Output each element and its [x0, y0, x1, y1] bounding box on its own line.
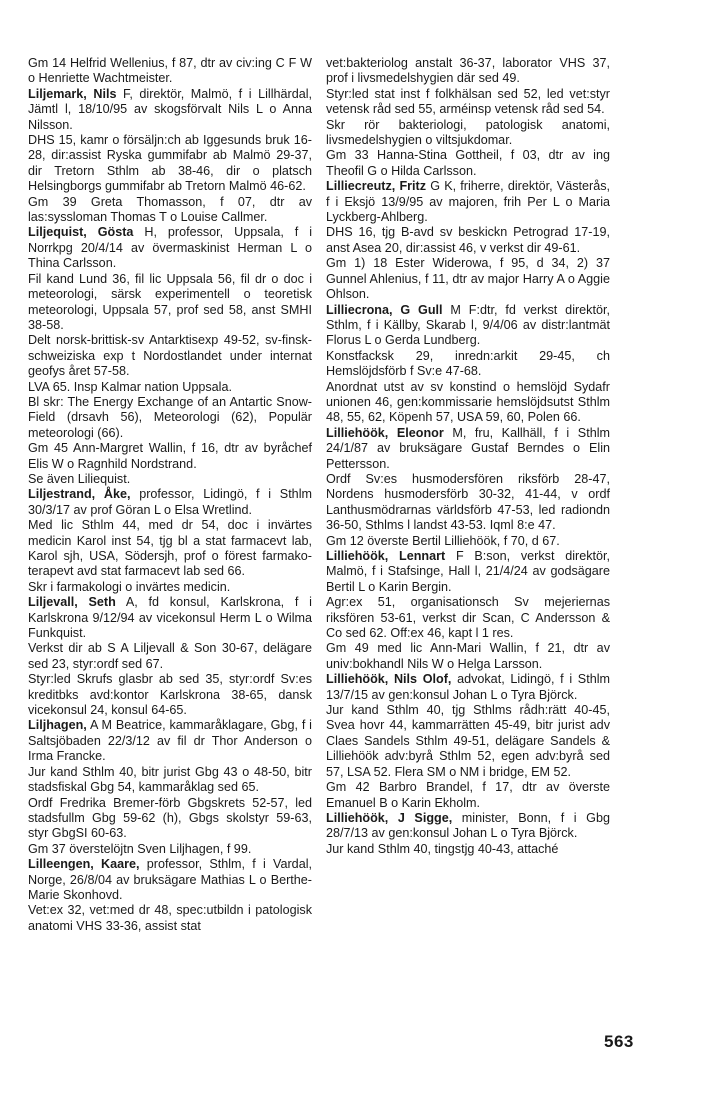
- entry-paragraph: Gm 33 Hanna-Stina Gottheil, f 03, dtr av ing Theofil G o Hilda Carlsson.: [326, 148, 610, 178]
- entry-paragraph: Se även Liliequist.: [28, 471, 131, 486]
- entry: [326, 303, 610, 426]
- entry: [28, 56, 312, 87]
- entry-paragraph: Med lic Sthlm 44, med dr 54, doc i invärtes medicin Karol inst 54, tjg bl a stat farmacevt lab, Karol sjh, USA, Södersjh, prof o förest farmako-terapevt avd stat farmacevt lab sed 66.: [28, 518, 312, 579]
- entry-paragraph: Skr i farmakologi o invärtes medicin.: [28, 579, 231, 594]
- entry-header-text: H, professor, Uppsala, f i Norrkpg 20/4/14 av övermaskinist Herman L o Thina Carlsson.: [28, 225, 312, 271]
- entry-name: Lilliecreutz, Fritz: [326, 179, 427, 194]
- entry-paragraph: Gm 42 Barbro Brandel, f 17, dtr av överste Emanuel B o Karin Ekholm.: [326, 780, 610, 810]
- entry-paragraph: Gm 39 Greta Thomasson, f 07, dtr av las:syssloman Thomas T o Louise Callmer.: [28, 194, 312, 225]
- entry-paragraph: Anordnat utst av sv konstind o hemslöjd Sydafr unionen 46, gen:kommissarie hemslöjdsutst Sthlm 48, 55, 62, Köpenh 57, USA 59, 60, Polen 66.: [326, 379, 610, 425]
- entry-name: Liljestrand, Åke,: [28, 487, 131, 502]
- entry: [326, 811, 610, 857]
- entry-header-text: F, direktör, Malmö, f i Lillhärdal, Jämtl l, 18/10/95 av skogsförvalt Nils L o Anna Nilsson.: [28, 86, 313, 132]
- entry-header: [28, 487, 312, 518]
- entry-paragraph: Ordf Fredrika Bremer-förb Gbgskrets 52-57, led stadsfullm Gbg 59-62 (h), Gbgs skolstyr 59-63, styr GbgSI 60-63.: [28, 795, 312, 841]
- left-column: [28, 56, 312, 934]
- entry-paragraph: Styr:led Skrufs glasbr ab sed 35, styr:ordf Sv:es kreditbks avd:kontor Karlskrona 38-65, dansk vicekonsul 24, konsul 64-65.: [28, 672, 312, 718]
- entry-paragraph: Delt norsk-brittisk-sv Antarktisexp 49-52, sv-finsk-schweiziska exp t Nordostlandet under internat geofys året 57-58.: [28, 333, 312, 379]
- entry-header: [28, 87, 312, 133]
- entry-name: Lilliehöök, J Sigge,: [326, 810, 453, 825]
- entry-paragraph: vet:bakteriolog anstalt 36-37, laborator VHS 37, prof i livsmedelshygien där sed 49.: [326, 56, 610, 86]
- entry-header-text: G K, friherre, direktör, Västerås, f i Eksjö 13/9/95 av majoren, frih Per L o Maria Lyckberg-Ahlberg.: [326, 179, 610, 225]
- entry-paragraph: Jur kand Sthlm 40, tingstjg 40-43, attaché: [326, 841, 559, 856]
- entry-paragraph: Skr rör bakteriologi, patologisk anatomi, livsmedelshygien o viltsjukdomar.: [326, 117, 610, 148]
- entry-header: [326, 811, 610, 842]
- entry-paragraph: Jur kand Sthlm 40, bitr jurist Gbg 43 o 48-50, bitr stadsfiskal Gbg 54, kammaråklag sed 65.: [28, 764, 312, 795]
- entry-header: [28, 718, 312, 764]
- entry: [28, 87, 312, 226]
- entry-name: Lilliehöök, Eleonor: [326, 425, 444, 440]
- entry-header-text: A, fd konsul, Karlskrona, f i Karlskrona 9/12/94 av vicekonsul Herm L o Wilma Funkquist.: [28, 595, 312, 641]
- entry-header-text: M, fru, Kallhäll, f i Sthlm 24/1/87 av bruksägare Gustaf Berndes o Elin Pettersson.: [326, 425, 611, 471]
- entry-header-text: professor, Lidingö, f i Sthlm 30/3/17 av prof Göran L o Elsa Wretlind.: [28, 487, 312, 517]
- entry-paragraph: Gm 1) 18 Ester Widerowa, f 95, d 34, 2) 37 Gunnel Ahlenius, f 11, dtr av major Harry A o Aggie Ohlson.: [326, 256, 610, 302]
- entry: [28, 225, 312, 487]
- entry-header-text: F B:son, verkst direktör, Malmö, f i Stafsinge, Hall l, 21/4/24 av godsägare Bertil L o Karin Bergin.: [326, 549, 610, 594]
- entry-paragraph: Gm 12 överste Bertil Lilliehöök, f 70, d 67.: [326, 533, 560, 548]
- entry: [28, 718, 312, 857]
- entry-paragraph: Agr:ex 51, organisationsch Sv mejeriernas riksfören 53-61, verkst dir Scan, C Andersson & Co sed 62. Off:ex 46, kapt l 1 res.: [326, 595, 610, 641]
- entry-header-text: professor, Sthlm, f i Vardal, Norge, 26/8/04 av bruksägare Mathias L o Berthe-Marie Skonhovd.: [28, 857, 312, 902]
- entry: [326, 549, 610, 672]
- entry-paragraph: Konstfacksk 29, inredn:arkit 29-45, ch Hemslöjdsförb f Sv:e 47-68.: [326, 348, 610, 379]
- entry-name: Lilliecrona, G Gull: [326, 302, 443, 317]
- entry-name: Lilliehöök, Nils Olof,: [326, 672, 452, 687]
- entry-paragraph: Gm 49 med lic Ann-Mari Wallin, f 21, dtr av univ:bokhandl Nils W o Helga Larsson.: [326, 641, 610, 671]
- entry: [326, 56, 610, 179]
- entry: [326, 672, 610, 811]
- entry-paragraph: Ordf Sv:es husmodersfören riksförb 28-47, Nordens husmodersförb 30-32, 41-44, v ordf Lanthusmödrarnas världsförb 47-53, led radiondn 36-50, Sthlms l landst 43-53. Iqml 8:e 47.: [326, 471, 610, 533]
- entry: [326, 426, 610, 549]
- entry-header: [28, 857, 312, 903]
- entry: [326, 179, 610, 302]
- entry-paragraph: LVA 65. Insp Kalmar nation Uppsala.: [28, 379, 232, 394]
- entry-header-text: minister, Bonn, f i Gbg 28/7/13 av gen:konsul Johan L o Tyra Björck.: [326, 810, 610, 841]
- entry-header: [28, 595, 312, 641]
- entry: [28, 487, 312, 595]
- entry: [28, 595, 312, 718]
- entry-paragraph: Styr:led stat inst f folkhälsan sed 52, led vet:styr vetensk råd sed 55, arméinsp vetensk råd sed 54.: [326, 86, 610, 117]
- page-number: 563: [604, 1032, 634, 1051]
- entry-name: Lilleengen, Kaare,: [28, 857, 140, 872]
- entry-paragraph: Fil kand Lund 36, fil lic Uppsala 56, fil dr o doc i meteorologi, särsk experimentell o teoretisk meteorologi, Uppsala 57, prof sed 58, anst SMHI 38-58.: [28, 271, 312, 332]
- entry-header: [326, 426, 610, 472]
- entry-paragraph: Gm 14 Helfrid Wellenius, f 87, dtr av civ:ing C F W o Henriette Wachtmeister.: [28, 56, 312, 86]
- entry-name: Liljhagen,: [28, 718, 87, 733]
- entry-name: Lilliehöök, Lennart: [326, 549, 446, 563]
- entry: [28, 857, 312, 934]
- entry-header: [28, 225, 312, 271]
- entry-name: Liljemark, Nils: [28, 86, 117, 101]
- entry-header: [326, 179, 610, 225]
- entry-name: Liljevall, Seth: [28, 595, 116, 610]
- entry-header-text: M F:dtr, fd verkst direktör, Sthlm, f i Källby, Skarab l, 9/4/06 av distr:lantmät Florus L o Gerda Lundberg.: [326, 302, 610, 348]
- entry-paragraph: Verkst dir ab S A Liljevall & Son 30-67, delägare sed 23, styr:ordf sed 67.: [28, 641, 312, 671]
- right-column: [326, 56, 610, 857]
- entry-paragraph: DHS 16, tjg B-avd sv beskickn Petrograd 17-19, anst Asea 20, dir:assist 46, v verkst dir 49-61.: [326, 225, 610, 255]
- entry-name: Liljequist, Gösta: [28, 225, 134, 240]
- entry-paragraph: DHS 15, kamr o försäljn:ch ab Iggesunds bruk 16-28, dir:assist Ryska gummifabr ab Malmö 29-37, dir Tretorn Sthlm ab 38-46, dir o platsch Helsingborgs gummifabr ab Tretorn Malmö 46-62.: [28, 133, 312, 194]
- entry-paragraph: Jur kand Sthlm 40, tjg Sthlms rådh:rätt 40-45, Svea hovr 44, kammarrätten 45-49, bitr jurist adv Claes Sandels Sthlm 49-51, delägare Sandels & Lilliehöök adv:byrå Sthlm 52, egen adv:byrå sed 57, LSA 52. Flera SM o NM i bridge, EM 52.: [326, 703, 610, 779]
- entry-header: [326, 549, 610, 595]
- entry-header: [326, 303, 610, 349]
- entry-header-text: advokat, Lidingö, f i Sthlm 13/7/15 av gen:konsul Johan L o Tyra Björck.: [326, 672, 610, 702]
- entry-paragraph: Bl skr: The Energy Exchange of an Antartic Snow-Field (drsavh 56), Meteorologi (62), Populär meteorologi (66).: [28, 394, 312, 440]
- entry-header: [326, 672, 610, 703]
- entry-header-text: A M Beatrice, kammaråklagare, Gbg, f i Saltsjöbaden 22/3/12 av fil dr Thor Anderson o Irma Francke.: [28, 718, 312, 764]
- entry-paragraph: Vet:ex 32, vet:med dr 48, spec:utbildn i patologisk anatomi VHS 33-36, assist stat: [28, 903, 312, 933]
- entry-paragraph: Gm 45 Ann-Margret Wallin, f 16, dtr av byråchef Elis W o Ragnhild Nordstrand.: [28, 441, 312, 471]
- entry-paragraph: Gm 37 överstelöjtn Sven Liljhagen, f 99.: [28, 841, 252, 856]
